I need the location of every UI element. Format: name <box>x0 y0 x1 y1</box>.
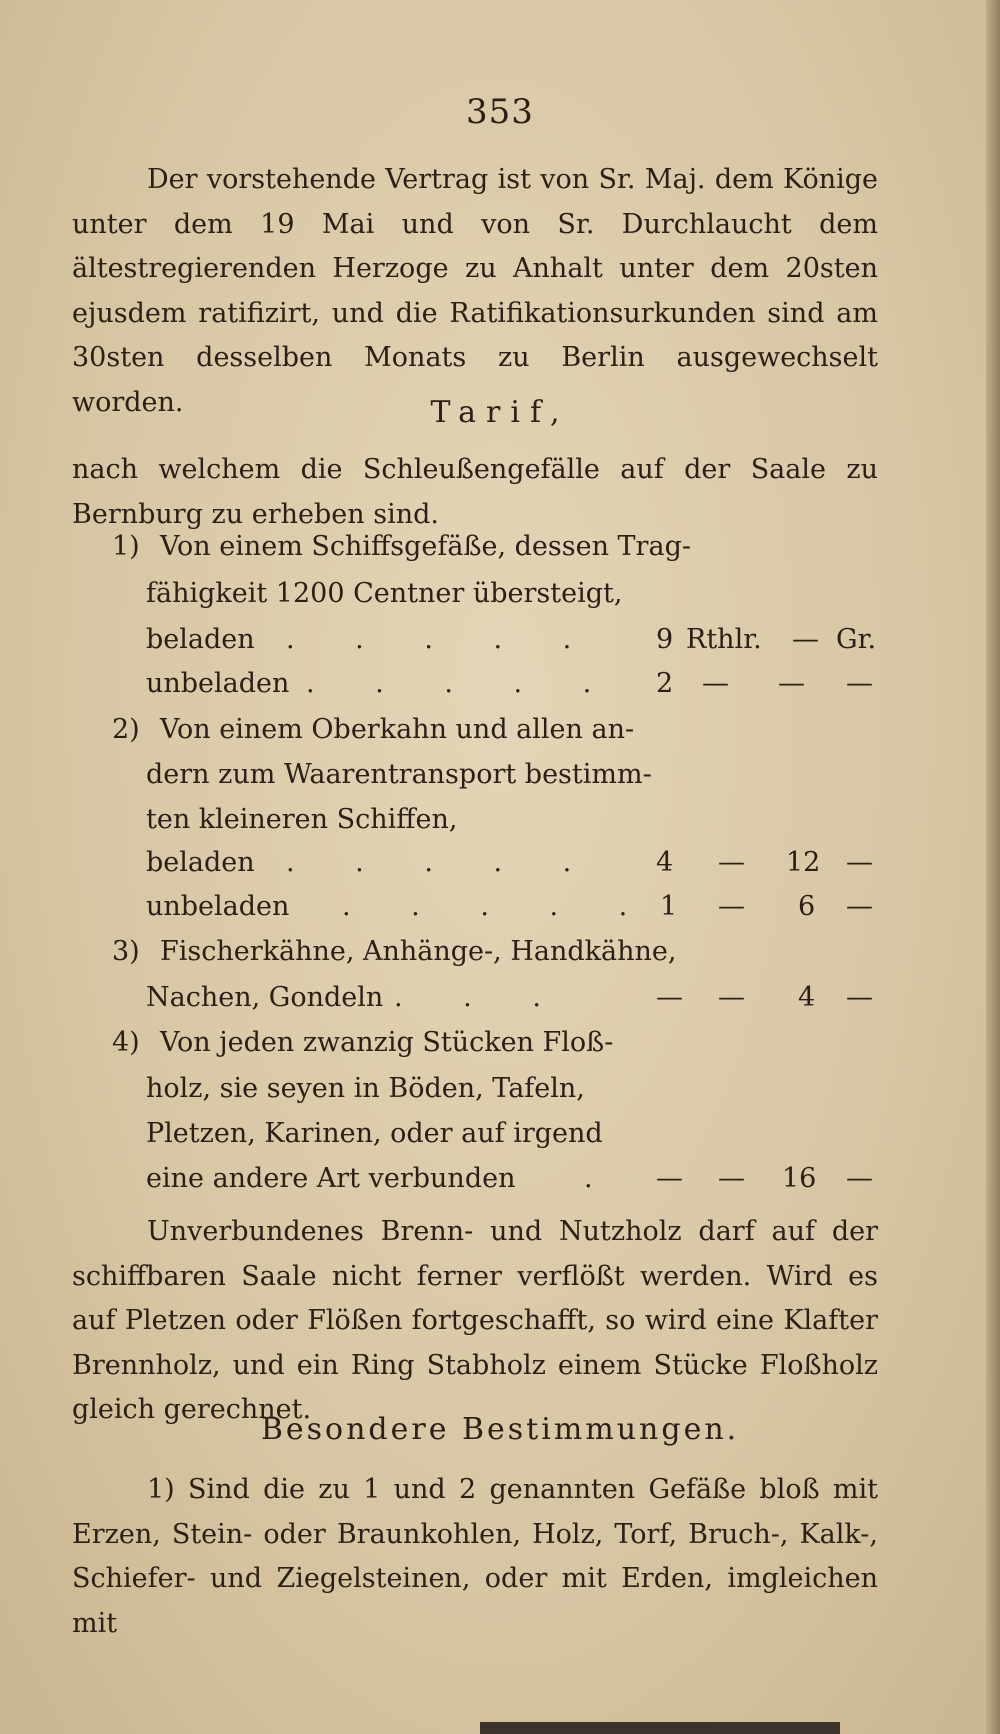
col-2: — <box>778 668 805 699</box>
row-label: Nachen, Gondeln <box>146 982 384 1013</box>
item-text-line: Von einem Schiffsgefäße, dessen Trag- <box>160 531 691 562</box>
row-dots: . . . . . <box>306 668 618 699</box>
col-1: — <box>718 982 745 1013</box>
col-1: Rthlr. <box>686 624 762 655</box>
row-dots: . . . . . <box>286 624 598 655</box>
rthlr-value: — <box>656 1163 683 1194</box>
rthlr-value: 9 <box>656 624 674 655</box>
item-text-line: dern zum Waarentransport bestimm- <box>146 759 652 790</box>
row-dots: . . . <box>394 982 567 1013</box>
special-paragraph: 1) Sind die zu 1 und 2 genannten Gefäße bloß mit Erzen, Stein- oder Braunkohlen, Holz, Torf, Bruch-, Kalk-, Schiefer- und Ziegelsteinen, oder mit Erden, imgleichen mit <box>72 1474 878 1639</box>
item-text-line: Von jeden zwanzig Stücken Floß- <box>160 1027 614 1058</box>
page-edge <box>986 0 1000 1734</box>
item-text-line: ten kleineren Schiffen, <box>146 804 458 835</box>
col-1: — <box>718 1163 745 1194</box>
col-1: — <box>702 668 729 699</box>
row-label: unbeladen <box>146 891 290 922</box>
col-1: — <box>718 891 745 922</box>
col-2: 16 <box>782 1163 817 1194</box>
item-number: 2) <box>112 714 140 745</box>
col-2: 6 <box>798 891 816 922</box>
item-text-line: Von einem Oberkahn und allen an- <box>160 714 635 745</box>
gr-value: — <box>846 847 873 878</box>
gr-value: — <box>846 668 873 699</box>
row-dots: . . . . . <box>286 847 598 878</box>
tarif-row <box>146 982 886 1026</box>
tarif-intro: nach welchem die Schleußengefälle auf der Saale zu Bernburg zu erheben sind. <box>72 454 878 530</box>
page-shadow <box>480 1722 840 1734</box>
gr-value: — <box>846 982 873 1013</box>
special-heading: Besondere Bestimmungen. <box>260 1412 740 1447</box>
tarif-row <box>146 891 886 935</box>
tarif-row <box>146 668 886 712</box>
intro-paragraph: Der vorstehende Vertrag ist von Sr. Maj. dem Könige unter dem 19 Mai und von Sr. Durchlaucht dem ältestregierenden Herzoge zu Anhalt unter dem 20sten ejusdem ratifizirt, und die Ratifikationsurkunden sind am 30sten desselben Monats zu Berlin ausgewechselt worden. <box>72 164 878 418</box>
tarif-heading: Tarif, <box>430 395 570 430</box>
row-label: eine andere Art verbunden <box>146 1163 516 1194</box>
rthlr-value: — <box>656 982 683 1013</box>
gr-value: — <box>846 1163 873 1194</box>
row-label: beladen <box>146 847 255 878</box>
col-2: — <box>792 624 819 655</box>
closing-paragraph: Unverbundenes Brenn- und Nutzholz darf auf der schiffbaren Saale nicht ferner verflößt werden. Wird es auf Pletzen oder Flößen fortgeschafft, so wird eine Klafter Brennholz, und ein Ring Stabholz einem Stücke Floßholz gleich gerechnet. <box>72 1216 878 1425</box>
rthlr-value: 2 <box>656 668 674 699</box>
tarif-row <box>146 624 886 668</box>
gr-value: — <box>846 891 873 922</box>
item-number: 1) <box>112 531 140 562</box>
page-number: 353 <box>466 92 534 132</box>
tarif-row <box>146 847 886 891</box>
rthlr-value: 1 <box>660 891 678 922</box>
item-number: 3) <box>112 936 140 967</box>
col-1: — <box>718 847 745 878</box>
tarif-row <box>146 1163 886 1207</box>
item-text-line: Pletzen, Karinen, oder auf irgend <box>146 1118 603 1149</box>
item-text-line: holz, sie seyen in Böden, Tafeln, <box>146 1073 585 1104</box>
item-text-line: Fischerkähne, Anhänge-, Handkähne, <box>160 936 677 967</box>
row-label: unbeladen <box>146 668 290 699</box>
item-number: 4) <box>112 1027 140 1058</box>
item-text-line: fähigkeit 1200 Centner übersteigt, <box>146 578 623 609</box>
row-dots: . . . . . <box>342 891 654 922</box>
row-label: beladen <box>146 624 255 655</box>
col-2: 12 <box>786 847 821 878</box>
row-dots: . <box>584 1163 619 1194</box>
col-2: 4 <box>798 982 816 1013</box>
rthlr-value: 4 <box>656 847 674 878</box>
gr-value: Gr. <box>836 624 877 655</box>
